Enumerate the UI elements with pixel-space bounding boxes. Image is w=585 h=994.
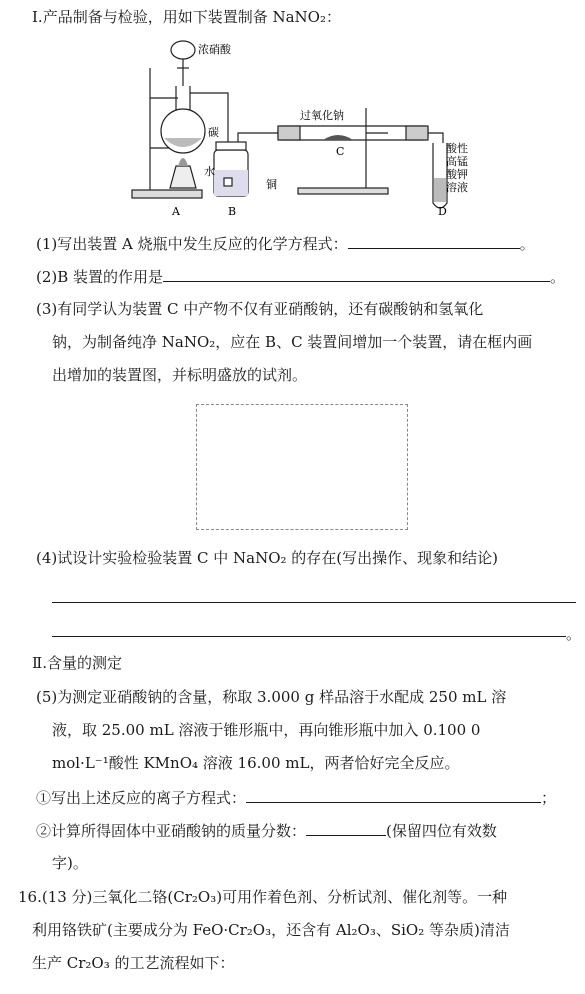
q5-sub2-line2: 字)。 <box>52 854 88 872</box>
label-copper: 铜 <box>266 178 277 191</box>
q5-sub2-text: ②计算所得固体中亚硝酸钠的质量分数： <box>36 822 307 840</box>
q5-sub1-text: ①写出上述反应的离子方程式： <box>36 789 247 807</box>
section1-heading: Ⅰ.产品制备与检验，用如下装置制备 NaNO₂： <box>32 8 341 26</box>
q4-text: (4)试设计实验检验装置 C 中 NaNO₂ 的存在(写出操作、现象和结论) <box>36 549 499 567</box>
label-water: 水 <box>204 165 215 178</box>
label-B: B <box>228 205 237 218</box>
q5-line1: (5)为测定亚硝酸钠的含量，称取 3.000 g 样品溶于水配成 250 mL 溶 <box>36 688 507 706</box>
label-D: D <box>438 205 447 218</box>
label-kmno4-2: 高锰 <box>446 155 468 168</box>
q5-sub1-answer-blank[interactable] <box>246 787 541 803</box>
q3-line2: 钠，为制备纯净 NaNO₂，应在 B、C 装置间增加一个装置，请在框内画 <box>52 333 533 351</box>
label-carbon: 碳 <box>208 126 219 139</box>
apparatus-diagram <box>128 38 478 218</box>
label-C: C <box>336 145 345 158</box>
label-kmno4-4: 溶液 <box>446 181 468 194</box>
q16-line2: 利用铬铁矿(主要成分为 FeO·Cr₂O₃，还含有 Al₂O₃、SiO₂ 等杂质)清洁 <box>32 921 510 939</box>
q3-line1: (3)有同学认为装置 C 中产物不仅有亚硝酸钠，还有碳酸钠和氢氧化 <box>36 300 484 318</box>
label-kmno4-3: 酸钾 <box>446 168 468 181</box>
q1-answer-blank[interactable] <box>348 233 520 249</box>
q5-sub2-end: (保留四位有效数 <box>386 822 497 840</box>
section2-heading: Ⅱ.含量的测定 <box>32 654 122 672</box>
q3-line3: 出增加的装置图，并标明盛放的试剂。 <box>52 366 308 384</box>
q1-line <box>36 233 535 254</box>
q2-text: (2)B 装置的作用是 <box>36 268 164 286</box>
q2-end: 。 <box>550 268 566 286</box>
label-A: A <box>172 205 180 218</box>
q16-line1: 16.(13 分)三氧化二铬(Cr₂O₃)可用作着色剂、分析试剂、催化剂等。一种 <box>18 888 508 906</box>
q4-answer-line-1[interactable] <box>52 602 576 603</box>
q4-answer-line-2[interactable] <box>52 636 566 637</box>
q1-end: 。 <box>519 235 535 253</box>
q5-sub1-line <box>36 787 556 808</box>
label-kmno4-1: 酸性 <box>446 142 468 155</box>
q5-line3: mol·L⁻¹酸性 KMnO₄ 溶液 16.00 mL，两者恰好完全反应。 <box>52 754 460 772</box>
q16-line3: 生产 Cr₂O₃ 的工艺流程如下： <box>32 954 235 972</box>
drawing-answer-box[interactable] <box>196 404 408 530</box>
q5-sub2-answer-blank[interactable] <box>306 820 386 836</box>
q5-line2: 液，取 25.00 mL 溶液于锥形瓶中，再向锥形瓶中加入 0.100 0 <box>52 721 481 739</box>
q4-end: 。 <box>566 625 582 643</box>
q5-sub1-end: ； <box>541 789 557 807</box>
q1-text: (1)写出装置 A 烧瓶中发生反应的化学方程式： <box>36 235 348 253</box>
q5-sub2-line <box>36 820 497 841</box>
q2-line <box>36 266 565 287</box>
label-conc-nitric: 浓硝酸 <box>198 43 231 56</box>
label-peroxide: 过氧化钠 <box>300 109 344 122</box>
q2-answer-blank[interactable] <box>163 266 550 282</box>
